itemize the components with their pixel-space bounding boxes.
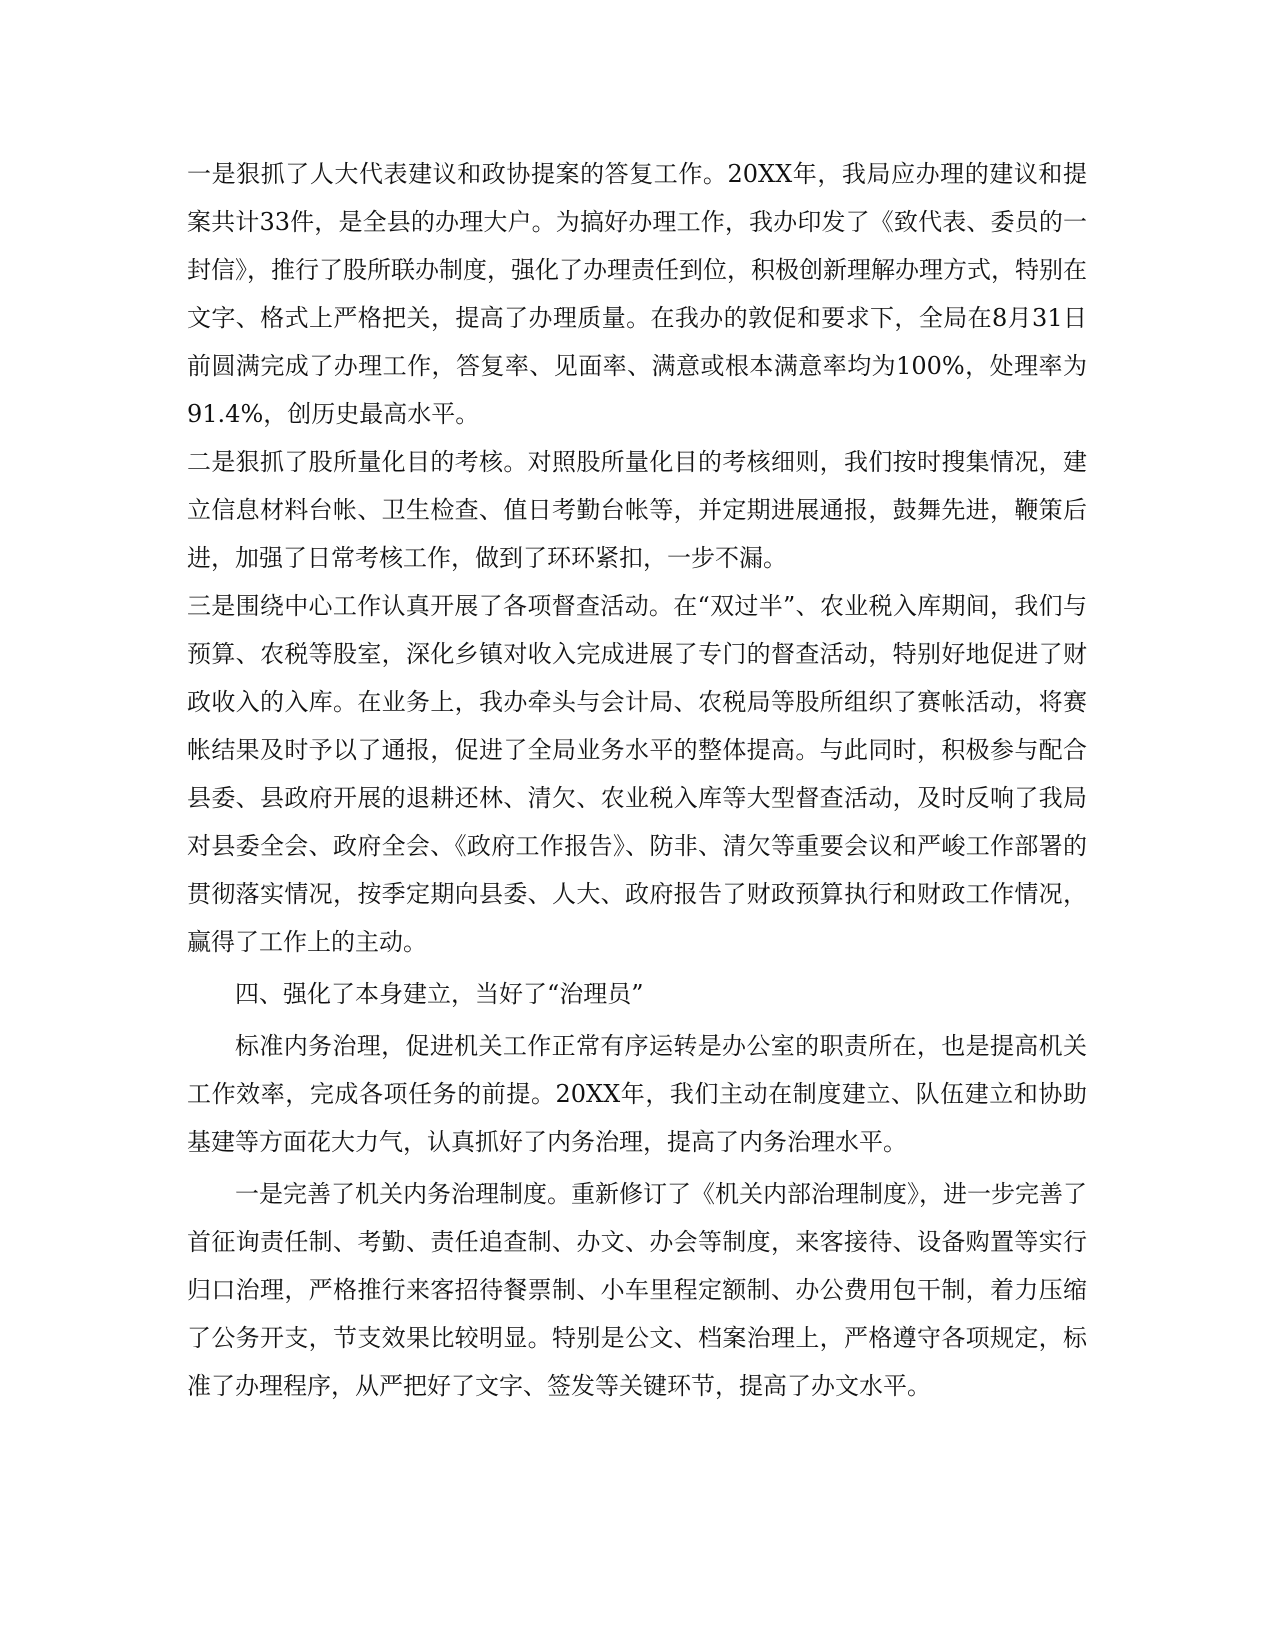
paragraph-proposal-reply: 一是狠抓了人大代表建议和政协提案的答复工作。20XX年，我局应办理的建议和提案共计33件，是全县的办理大户。为搞好办理工作，我办印发了《致代表、委员的一封信》，推行了股所联办制度，强化了办理责任到位，积极创新理解办理方式，特别在文字、格式上严格把关，提高了办理质量。在我办的敦促和要求下，全局在8月31日前圆满完成了办理工作，答复率、见面率、满意或根本满意率均为100%，处理率为91.4%，创历史最高水平。: [187, 160, 1087, 428]
paragraph-supervision-activities: 三是围绕中心工作认真开展了各项督查活动。在“双过半”、农业税入库期间，我们与预算、农税等股室，深化乡镇对收入完成进展了专门的督查活动，特别好地促进了财政收入的入库。在业务上，我办牵头与会计局、农税局等股所组织了赛帐活动，将赛帐结果及时予以了通报，促进了全局业务水平的整体提高。与此同时，积极参与配合县委、县政府开展的退耕还林、清欠、农业税入库等大型督查活动，及时反响了我局对县委全会、政府全会、《政府工作报告》、防非、清欠等重要会议和严峻工作部署的贯彻落实情况，按季定期向县委、人大、政府报告了财政预算执行和财政工作情况，赢得了工作上的主动。: [187, 592, 1087, 956]
paragraph-management-system: 一是完善了机关内务治理制度。重新修订了《机关内部治理制度》，进一步完善了首征询责任制、考勤、责任追查制、办文、办会等制度，来客接待、设备购置等实行归口治理，严格推行来客招待餐票制、小车里程定额制、办公费用包干制，着力压缩了公务开支，节支效果比较明显。特别是公文、档案治理上，严格遵守各项规定，标准了办理程序，从严把好了文字、签发等关键环节，提高了办文水平。: [187, 1180, 1087, 1400]
document-body: [187, 150, 1087, 1410]
paragraph-internal-management-intro: 标准内务治理，促进机关工作正常有序运转是办公室的职责所在，也是提高机关工作效率，完成各项任务的前提。20XX年，我们主动在制度建立、队伍建立和协助基建等方面花大力气，认真抓好了内务治理，提高了内务治理水平。: [187, 1032, 1087, 1156]
section-heading-self-building: 四、强化了本身建立，当好了“治理员”: [235, 980, 644, 1008]
paragraph-quantified-assessment: 二是狠抓了股所量化目的考核。对照股所量化目的考核细则，我们按时搜集情况，建立信息材料台帐、卫生检查、值日考勤台帐等，并定期进展通报，鼓舞先进，鞭策后进，加强了日常考核工作，做到了环环紧扣，一步不漏。: [187, 448, 1087, 572]
